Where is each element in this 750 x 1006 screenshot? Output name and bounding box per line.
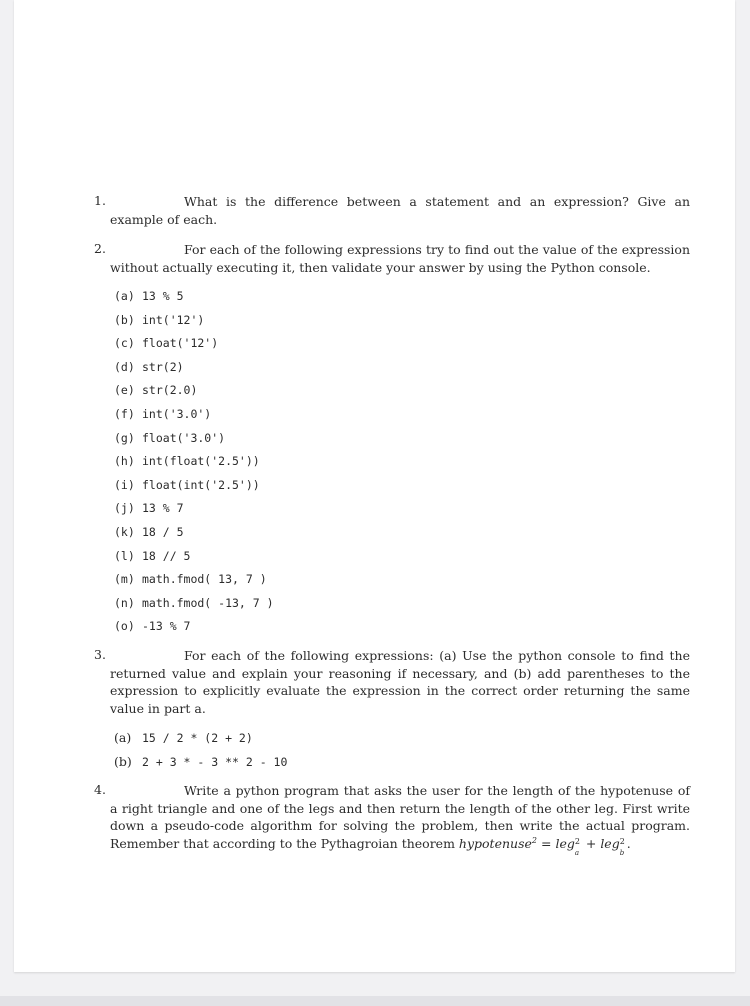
list-item: (o) -13 % 7 (114, 619, 191, 634)
problem-text: For each of the following expressions: (a) Use the python console to find the returned value and explain your reasoning if necessary, and (b) add parentheses to the expression to explicitly evaluate the expression in the correct order returning the same value in part a. (110, 648, 690, 716)
list-item: (f) int('3.0') (114, 406, 212, 421)
problem-text: For each of the following expressions try to find out the value of the expression without actually executing it, then validate your answer by using the Python console. (110, 242, 690, 275)
problem-number: 1. (94, 193, 106, 208)
list-item: (c) float('12') (114, 336, 219, 351)
list-item: (g) float('3.0') (114, 430, 226, 445)
pythagorean-formula: hypotenuse$^2$ = leg 2 a + leg 2 b . (458, 835, 631, 857)
list-item: (m) math.fmod( 13, 7 ) (114, 572, 267, 587)
list-item: (j) 13 % 7 (114, 501, 184, 516)
document-page (14, 0, 735, 972)
problem-text: Write a python program that asks the user for the length of the hypotenuse of a right triangle and one of the legs and then return the length of the other leg. First write down a pseudo-code algorithm for solving the problem, then write the actual program. Remember that according to the Pythagroian theorem hypotenuse$^2$ = leg 2 a + leg 2 b . (110, 783, 690, 857)
expression-list (114, 285, 274, 639)
list-item: (n) math.fmod( -13, 7 ) (114, 595, 274, 610)
list-item: (a) 13 % 5 (114, 289, 184, 303)
list-item: (e) str(2.0) (114, 383, 198, 398)
list-item: (h) int(float('2.5')) (114, 454, 260, 469)
list-item: (l) 18 // 5 (114, 548, 191, 563)
list-item: (d) str(2) (114, 359, 184, 374)
problem-number: 4. (94, 782, 106, 797)
problem-number: 2. (94, 241, 106, 256)
list-item: (a) 15 / 2 * (2 + 2) (114, 730, 253, 745)
list-item: (b) 2 + 3 * - 3 ** 2 - 10 (114, 754, 288, 769)
list-item: (b) int('12') (114, 312, 205, 327)
bottom-edge (0, 996, 750, 1006)
list-item: (i) float(int('2.5')) (114, 477, 260, 492)
problem-number: 3. (94, 647, 106, 662)
list-item: (k) 18 / 5 (114, 524, 184, 539)
expression-list (114, 726, 287, 774)
problem-text: What is the difference between a statement and an expression? Give an example of each. (110, 194, 690, 227)
